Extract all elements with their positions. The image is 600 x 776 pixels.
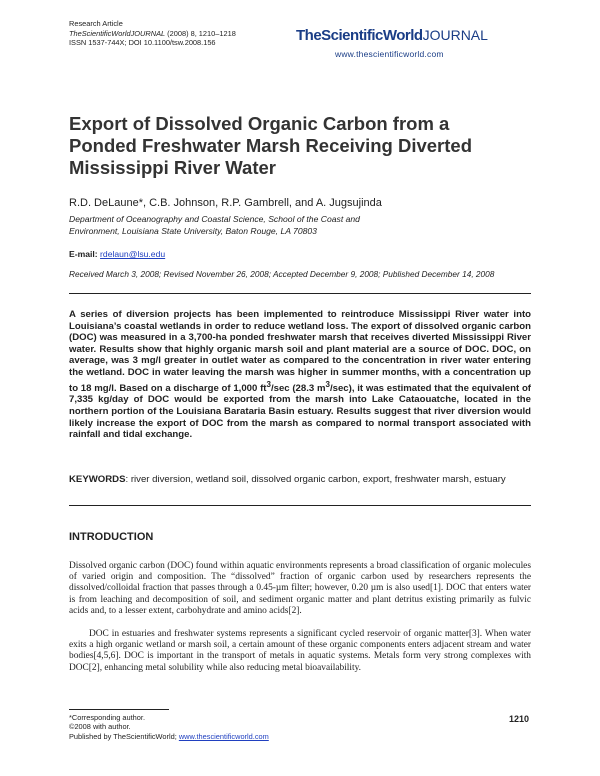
article-type: Research Article xyxy=(69,19,123,28)
page-number: 1210 xyxy=(509,714,530,724)
footnotes xyxy=(69,713,269,741)
author-list: R.D. DeLaune*, C.B. Johnson, R.P. Gambrell, and A. Jugsujinda xyxy=(69,197,382,209)
keywords-text: : river diversion, wetland soil, dissolved organic carbon, export, freshwater marsh, estuary xyxy=(125,474,506,485)
email-line xyxy=(69,249,165,259)
corresponding-author: *Corresponding author. xyxy=(69,713,146,722)
citation xyxy=(69,29,236,39)
article-title: Export of Dissolved Organic Carbon from a Ponded Freshwater Marsh Receiving Diverted Mississippi River Water xyxy=(69,113,473,178)
superscript: 3 xyxy=(325,379,330,389)
logo-scientific-world: ScientificWorld xyxy=(321,27,423,44)
section-heading: INTRODUCTION xyxy=(69,531,154,543)
abstract-text: /sec), it was estimated that the equivalent of 7,335 kg/day of DOC would be exported from the marsh into Lake Cataouatche, located in the northern portion of the Louisiana Barataria Basin estuary. Results suggest that river diversion would likely increase the export of DOC from the marsh as compared to normal transport associated with rainfall and tidal exchange. xyxy=(69,382,532,441)
publication-dates: Received March 3, 2008; Revised November 26, 2008; Accepted December 9, 2008; Published December 14, 2008 xyxy=(69,269,495,279)
superscript: 3 xyxy=(266,379,271,389)
abstract-text: A series of diversion projects has been implemented to reintroduce Mississippi River water into Louisiana’s coastal wetlands in order to reduce wetland loss. The export of dissolved organic carbon (DOC) was measured in a 3,700-ha ponded freshwater marsh that receives diverted Mississippi River water. Results show that highly organic marsh soil and plant material are a source of DOC. DOC, on average, was 3 mg/l greater in outlet water as compared to the concentration in river water entering the wetland. DOC in water leaving the marsh was higher in summer months, with a concentration up to 18 mg/l. Based on a discharge of 1,000 ft xyxy=(69,309,531,394)
journal-name: TheScientificWorldJOURNAL xyxy=(69,28,166,38)
body-paragraph: DOC in estuaries and freshwater systems represents a significant cycled reservoir of organic matter[3]. When water exits a high organic wetland or marsh soil, a certain amount of these organic components enters adjacent stream and water bodies[4,5,6]. DOC is important in the transport of metals in aquatic systems. Metals form very strong complexes with DOC[2], enhancing metal solubility while also reducing metal bioavailability. xyxy=(69,629,531,673)
journal-header xyxy=(69,19,236,48)
email-link[interactable]: rdelaun@lsu.edu xyxy=(100,249,166,259)
citation-tail: (2008) 8, 1210–1218 xyxy=(167,28,236,38)
affiliation xyxy=(69,213,449,237)
email-label: E-mail: xyxy=(69,249,98,259)
publisher-line xyxy=(69,732,269,741)
journal-logo xyxy=(296,27,488,45)
logo-journal: JOURNAL xyxy=(422,27,488,43)
body-paragraph: Dissolved organic carbon (DOC) found within aquatic environments represents a broad classification of organic molecules of varied origin and composition. The “dissolved” fraction of organic carbon used by researchers represents the dissolved/colloidal fraction that passes through a 0.45-µm filter; however, 0.20 µm is also used[1]. DOC that enters water is from leaching and decomposition of soil, and sediment organic matter and plant detritus existing primarily as fulvic acids and, to a lesser extent, carbohydrate and amino acids[2]. xyxy=(69,561,531,616)
publisher-link[interactable]: www.thescientificworld.com xyxy=(178,731,269,741)
logo-the: The xyxy=(296,27,322,44)
abstract-text: /sec (28.3 m xyxy=(270,382,326,394)
publisher: Published by TheScientificWorld; xyxy=(69,731,177,741)
affiliation-line: Environment, Louisiana State University, Baton Rouge, LA 70803 xyxy=(69,226,317,236)
divider-bottom xyxy=(69,505,531,506)
keywords-label: KEYWORDS xyxy=(69,474,126,485)
divider-top xyxy=(69,293,531,294)
keywords xyxy=(69,474,531,486)
affiliation-line: Department of Oceanography and Coastal Science, School of the Coast and xyxy=(69,214,360,224)
issn-doi: ISSN 1537-744X; DOI 10.1100/tsw.2008.156 xyxy=(69,38,216,48)
copyright: ©2008 with author. xyxy=(69,722,131,732)
footnote-divider xyxy=(69,709,169,710)
logo-url[interactable]: www.thescientificworld.com xyxy=(335,49,444,59)
abstract xyxy=(69,309,531,441)
